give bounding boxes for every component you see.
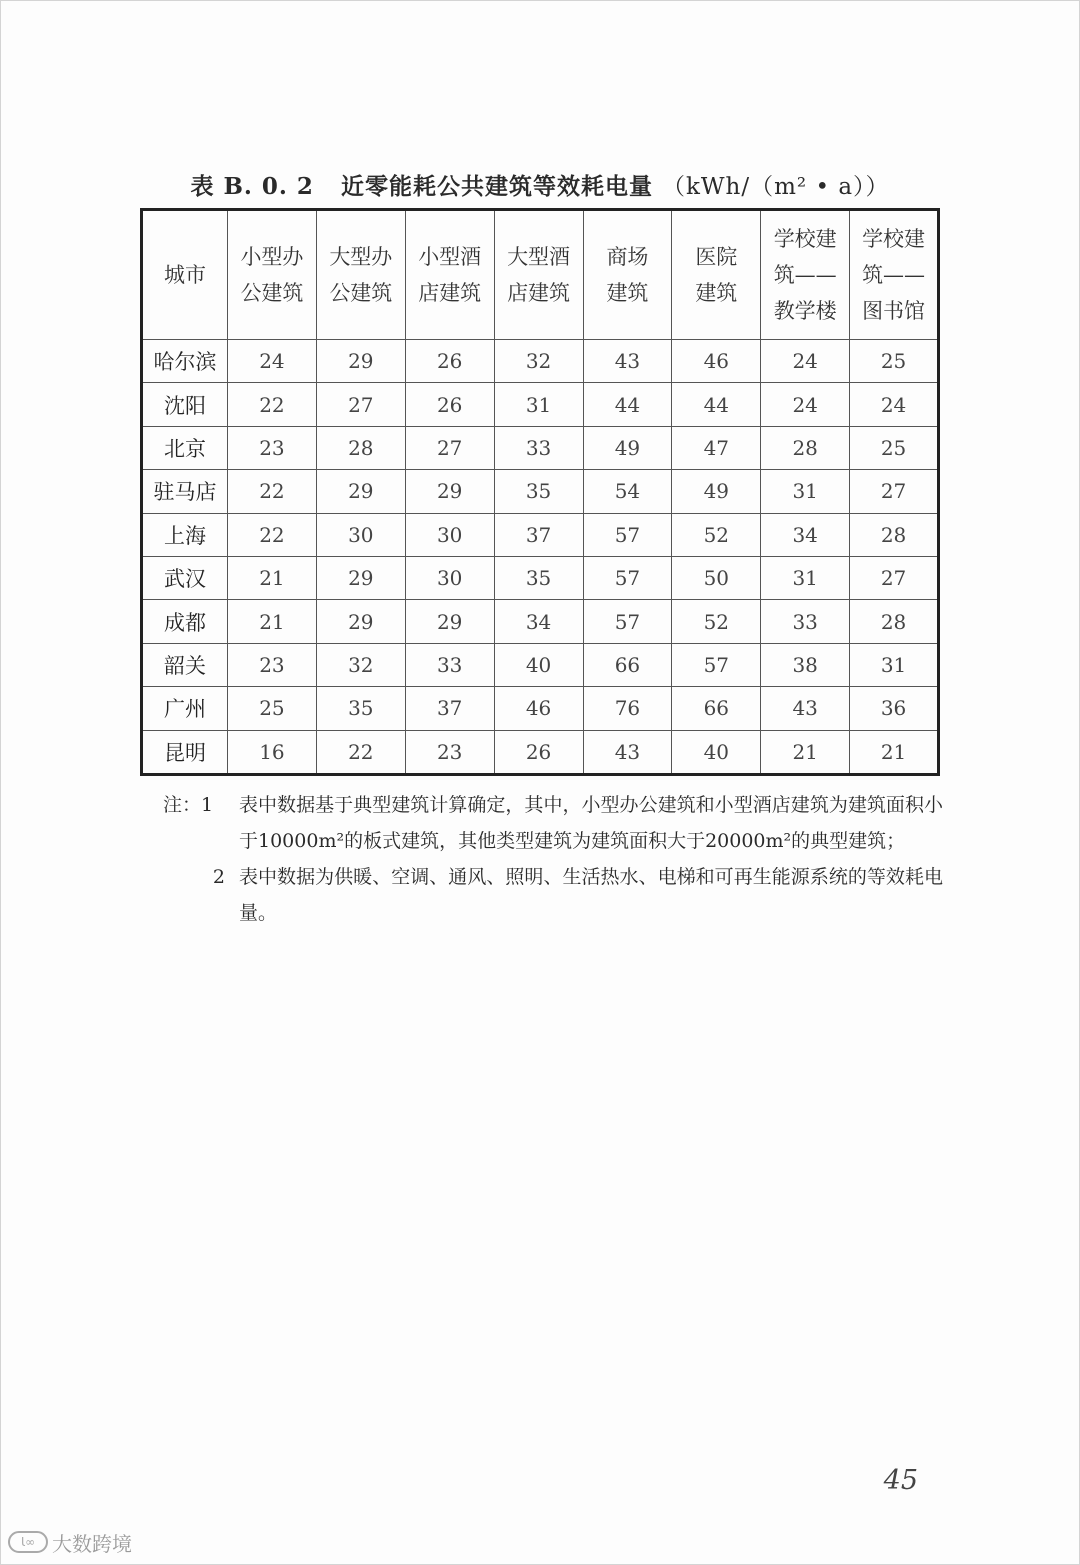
value-cell: 34 [494, 600, 583, 643]
column-header-line: 店建筑 [418, 281, 482, 305]
column-header-line: 教学楼 [773, 299, 837, 323]
table-notes [163, 787, 943, 931]
table-title [0, 168, 1080, 201]
value-cell: 24 [761, 383, 850, 426]
column-header-line: 学校建 [773, 227, 837, 251]
footer-watermark [8, 1527, 132, 1557]
value-cell: 23 [228, 426, 317, 469]
value-cell: 54 [583, 470, 672, 513]
city-cell: 哈尔滨 [142, 340, 228, 383]
column-header-line: 城市 [164, 263, 206, 287]
energy-table-container [140, 208, 940, 776]
value-cell: 21 [228, 556, 317, 599]
value-cell: 46 [672, 340, 761, 383]
value-cell: 27 [850, 556, 939, 599]
city-cell: 上海 [142, 513, 228, 556]
table-title-unit: （kWh/（m² • a）） [661, 174, 890, 200]
value-cell: 37 [494, 513, 583, 556]
value-cell: 57 [672, 643, 761, 686]
footer-brand-text: 大数跨境 [52, 1531, 132, 1556]
value-cell: 46 [494, 687, 583, 730]
value-cell: 35 [494, 556, 583, 599]
value-cell: 31 [494, 383, 583, 426]
value-cell: 29 [316, 340, 405, 383]
value-cell: 50 [672, 556, 761, 599]
column-header [850, 210, 939, 340]
column-header-line: 图书馆 [862, 299, 926, 323]
column-header-line: 店建筑 [507, 281, 571, 305]
value-cell: 28 [761, 426, 850, 469]
value-cell: 26 [405, 340, 494, 383]
value-cell: 35 [494, 470, 583, 513]
column-header-line: 医院 [695, 245, 738, 269]
city-cell: 广州 [142, 687, 228, 730]
column-header-line: 小型办 [240, 245, 304, 269]
value-cell: 29 [405, 470, 494, 513]
table-row [142, 643, 939, 686]
value-cell: 31 [850, 643, 939, 686]
city-cell: 驻马店 [142, 470, 228, 513]
value-cell: 40 [494, 643, 583, 686]
column-header-line: 筑—— [862, 263, 926, 287]
column-header [583, 210, 672, 340]
energy-table [140, 208, 940, 776]
value-cell: 22 [316, 730, 405, 774]
table-row [142, 556, 939, 599]
value-cell: 24 [850, 383, 939, 426]
value-cell: 31 [761, 556, 850, 599]
notes-label: 注： [163, 794, 202, 816]
value-cell: 28 [850, 600, 939, 643]
city-cell: 沈阳 [142, 383, 228, 426]
note-number: 2 [212, 866, 225, 888]
value-cell: 22 [228, 383, 317, 426]
value-cell: 32 [494, 340, 583, 383]
value-cell: 32 [316, 643, 405, 686]
page-number: 45 [883, 1465, 918, 1496]
value-cell: 43 [583, 730, 672, 774]
value-cell: 33 [405, 643, 494, 686]
value-cell: 29 [316, 600, 405, 643]
value-cell: 66 [672, 687, 761, 730]
value-cell: 21 [850, 730, 939, 774]
column-header [761, 210, 850, 340]
value-cell: 44 [583, 383, 672, 426]
column-header [142, 210, 228, 340]
column-header-line: 建筑 [606, 281, 649, 305]
column-header [672, 210, 761, 340]
value-cell: 16 [228, 730, 317, 774]
table-row [142, 383, 939, 426]
value-cell: 21 [761, 730, 850, 774]
city-cell: 北京 [142, 426, 228, 469]
value-cell: 25 [850, 340, 939, 383]
value-cell: 43 [583, 340, 672, 383]
table-row [142, 513, 939, 556]
column-header-line: 学校建 [862, 227, 926, 251]
column-header-line: 大型办 [329, 245, 393, 269]
value-cell: 30 [316, 513, 405, 556]
table-row [142, 687, 939, 730]
table-header-row [142, 210, 939, 340]
value-cell: 29 [316, 470, 405, 513]
brand-logo-icon: Ɩ∞ [8, 1531, 48, 1553]
column-header [228, 210, 317, 340]
note-text: 表中数据为供暖、空调、通风、照明、生活热水、电梯和可再生能源系统的等效耗电量。 [239, 866, 943, 924]
value-cell: 57 [583, 600, 672, 643]
table-row [142, 340, 939, 383]
note-item [163, 787, 943, 859]
value-cell: 33 [761, 600, 850, 643]
value-cell: 22 [228, 470, 317, 513]
column-header-line: 大型酒 [507, 245, 571, 269]
column-header [316, 210, 405, 340]
city-cell: 昆明 [142, 730, 228, 774]
value-cell: 38 [761, 643, 850, 686]
column-header-line: 公建筑 [329, 281, 393, 305]
city-cell: 武汉 [142, 556, 228, 599]
value-cell: 47 [672, 426, 761, 469]
value-cell: 31 [761, 470, 850, 513]
value-cell: 49 [583, 426, 672, 469]
value-cell: 30 [405, 513, 494, 556]
table-row [142, 730, 939, 774]
value-cell: 52 [672, 600, 761, 643]
value-cell: 27 [405, 426, 494, 469]
table-row [142, 600, 939, 643]
column-header-line: 商场 [606, 245, 649, 269]
value-cell: 66 [583, 643, 672, 686]
column-header [405, 210, 494, 340]
column-header-line: 小型酒 [418, 245, 482, 269]
note-item [163, 859, 943, 931]
value-cell: 24 [228, 340, 317, 383]
note-number: 1 [201, 794, 214, 816]
value-cell: 27 [850, 470, 939, 513]
value-cell: 33 [494, 426, 583, 469]
value-cell: 27 [316, 383, 405, 426]
column-header-line: 建筑 [695, 281, 738, 305]
value-cell: 37 [405, 687, 494, 730]
column-header-line: 公建筑 [240, 281, 304, 305]
value-cell: 29 [316, 556, 405, 599]
value-cell: 29 [405, 600, 494, 643]
value-cell: 34 [761, 513, 850, 556]
value-cell: 36 [850, 687, 939, 730]
table-body [142, 340, 939, 775]
table-row [142, 470, 939, 513]
column-header [494, 210, 583, 340]
value-cell: 57 [583, 556, 672, 599]
value-cell: 76 [583, 687, 672, 730]
table-title-prefix: 表 B. 0. 2 [190, 173, 314, 200]
value-cell: 57 [583, 513, 672, 556]
value-cell: 40 [672, 730, 761, 774]
value-cell: 21 [228, 600, 317, 643]
value-cell: 25 [850, 426, 939, 469]
table-row [142, 426, 939, 469]
value-cell: 44 [672, 383, 761, 426]
value-cell: 43 [761, 687, 850, 730]
value-cell: 23 [405, 730, 494, 774]
value-cell: 23 [228, 643, 317, 686]
city-cell: 韶关 [142, 643, 228, 686]
value-cell: 35 [316, 687, 405, 730]
value-cell: 28 [316, 426, 405, 469]
column-header-line: 筑—— [773, 263, 837, 287]
value-cell: 28 [850, 513, 939, 556]
city-cell: 成都 [142, 600, 228, 643]
value-cell: 24 [761, 340, 850, 383]
value-cell: 26 [494, 730, 583, 774]
table-title-text: 近零能耗公共建筑等效耗电量 [340, 173, 653, 200]
value-cell: 49 [672, 470, 761, 513]
value-cell: 30 [405, 556, 494, 599]
value-cell: 22 [228, 513, 317, 556]
value-cell: 25 [228, 687, 317, 730]
note-text: 表中数据基于典型建筑计算确定，其中，小型办公建筑和小型酒店建筑为建筑面积小于10000m²的板式建筑，其他类型建筑为建筑面积大于20000m²的典型建筑； [239, 794, 943, 852]
value-cell: 52 [672, 513, 761, 556]
value-cell: 26 [405, 383, 494, 426]
